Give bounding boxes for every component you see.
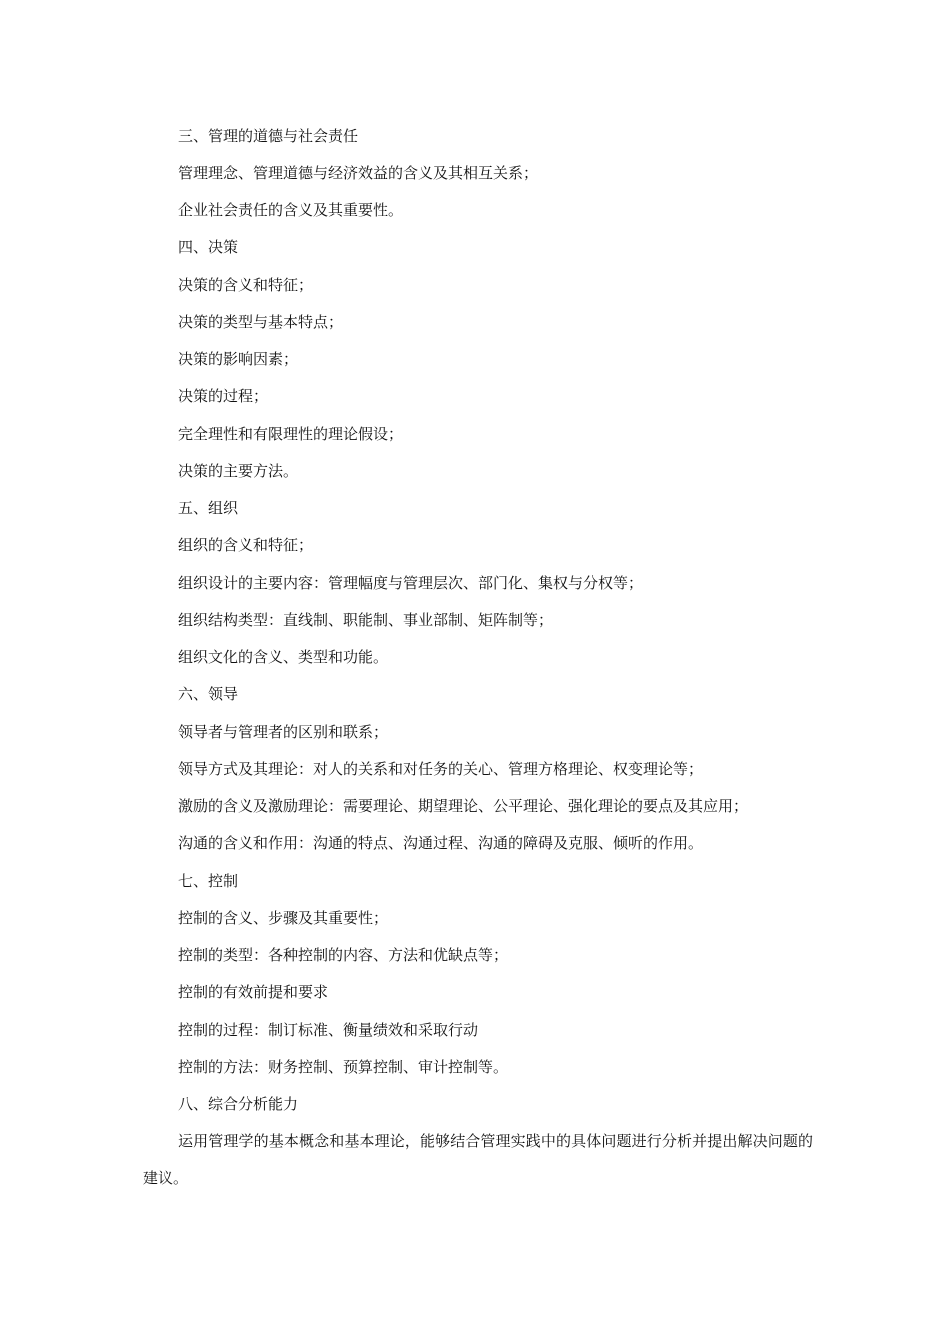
text-line: 控制的方法：财务控制、预算控制、审计控制等。	[178, 1058, 509, 1076]
section-heading-analysis: 八、综合分析能力	[178, 1095, 299, 1113]
text-line: 组织结构类型：直线制、职能制、事业部制、矩阵制等；	[178, 611, 554, 629]
text-line: 企业社会责任的含义及其重要性。	[178, 201, 404, 219]
text-line: 决策的影响因素；	[178, 350, 299, 368]
text-line: 激励的含义及激励理论：需要理论、期望理论、公平理论、强化理论的要点及其应用；	[178, 797, 749, 815]
text-line: 领导者与管理者的区别和联系；	[178, 723, 389, 741]
section-heading-control: 七、控制	[178, 872, 239, 890]
text-line: 组织文化的含义、类型和功能。	[178, 648, 389, 666]
text-line: 管理理念、管理道德与经济效益的含义及其相互关系；	[178, 164, 539, 182]
text-line: 决策的过程；	[178, 387, 269, 405]
text-line: 决策的类型与基本特点；	[178, 313, 344, 331]
final-paragraph: 运用管理学的基本概念和基本理论，能够结合管理实践中的具体问题进行分析并提出解决问题的建议。	[143, 1132, 813, 1187]
section-heading-decision: 四、决策	[178, 238, 239, 256]
text-line: 控制的过程：制订标准、衡量绩效和采取行动	[178, 1021, 479, 1039]
text-line: 控制的有效前提和要求	[178, 983, 329, 1001]
section-heading-leadership: 六、领导	[178, 685, 239, 703]
text-line: 沟通的含义和作用：沟通的特点、沟通过程、沟通的障碍及克服、倾听的作用。	[178, 834, 704, 852]
text-line: 控制的含义、步骤及其重要性；	[178, 909, 389, 927]
text-line: 组织的含义和特征；	[178, 536, 314, 554]
text-line: 组织设计的主要内容：管理幅度与管理层次、部门化、集权与分权等；	[178, 574, 644, 592]
text-line: 决策的主要方法。	[178, 462, 299, 480]
section-heading-ethics: 三、管理的道德与社会责任	[178, 127, 359, 145]
text-line: 控制的类型：各种控制的内容、方法和优缺点等；	[178, 946, 509, 964]
text-line: 领导方式及其理论：对人的关系和对任务的关心、管理方格理论、权变理论等；	[178, 760, 704, 778]
text-line: 决策的含义和特征；	[178, 276, 314, 294]
section-heading-organization: 五、组织	[178, 499, 239, 517]
text-line: 完全理性和有限理性的理论假设；	[178, 425, 404, 443]
